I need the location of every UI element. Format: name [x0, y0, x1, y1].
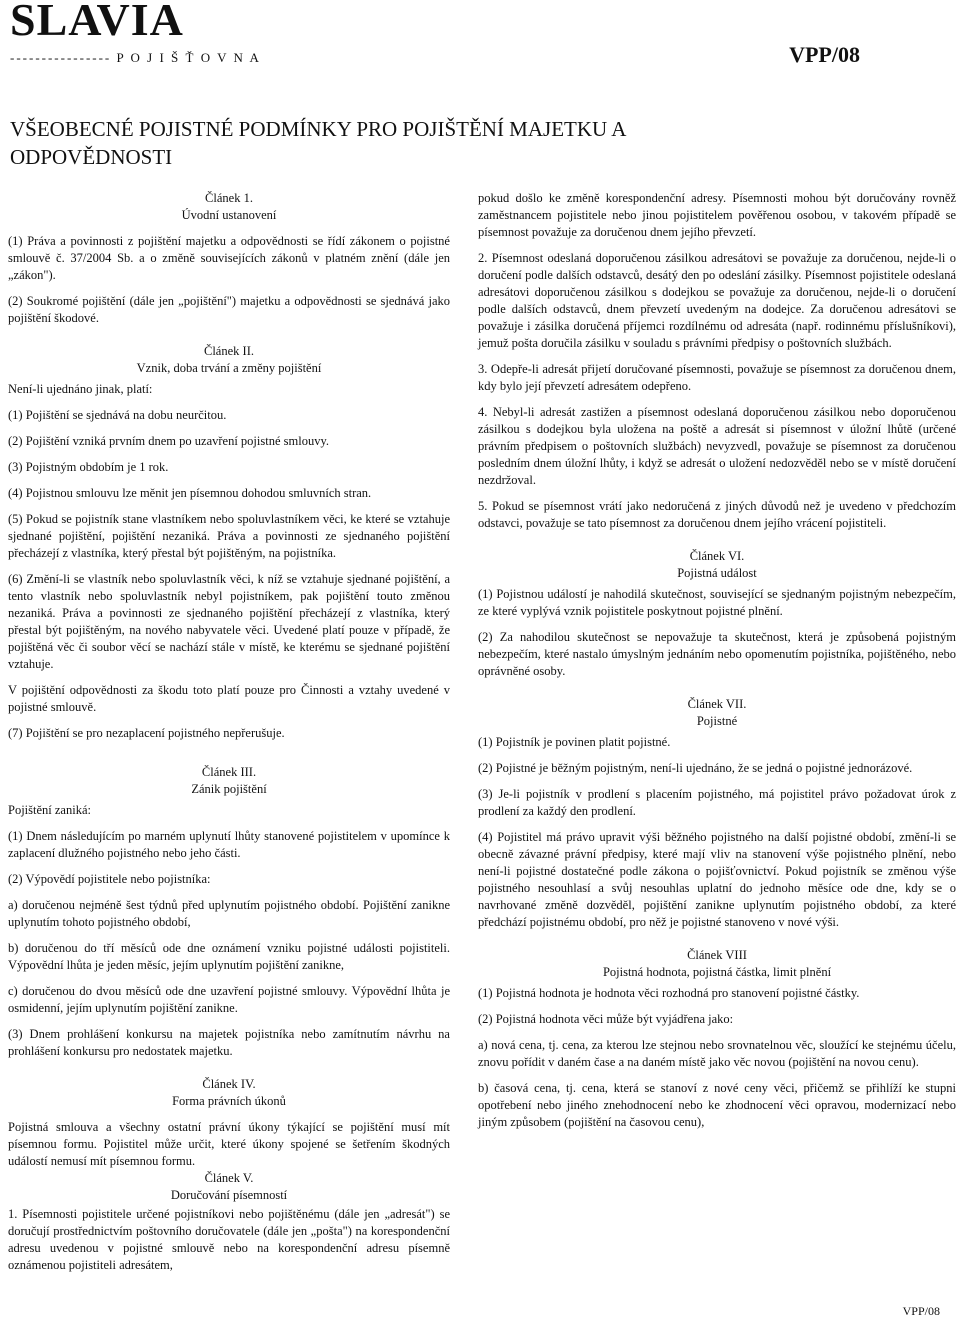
- article-4-heading: Článek IV.: [202, 1077, 256, 1091]
- paragraph: (2) Výpovědí pojistitele nebo pojistníka:: [8, 872, 211, 886]
- paragraph: (2) Za nahodilou skutečnost se nepovažuje ta skutečnost, která je způsobená pojistným nebezpečím, které nastalo úmyslným jednáním nebo opomenutím pojistníka, pojištěného, nebo oprávněné osoby.: [478, 630, 956, 678]
- article-7-title: Pojistné: [696, 714, 738, 728]
- paragraph: (2) Pojistná hodnota věci může být vyjádřena jako:: [478, 1012, 734, 1026]
- paragraph: (3) Dnem prohlášení konkursu na majetek pojistníka nebo zamítnutím návrhu na prohlášení konkursu pro nedostatek majetku.: [8, 1027, 450, 1058]
- paragraph: b) časová cena, tj. cena, která se stanoví z nové ceny věci, přičemž se přihlíží ke stupni opotřebení nebo jiného znehodnocení nebo ke zhodnocení věci opravou, modernizací nebo jiným způsobem (pojištění na časovou cenu),: [478, 1081, 956, 1129]
- article-8-heading: Článek VIII: [687, 948, 747, 962]
- article-4-title: Forma právních úkonů: [172, 1094, 286, 1108]
- paragraph: 4. Nebyl-li adresát zastižen a písemnost odeslaná doporučenou zásilkou nebo doporučenou zásilkou s dodejkou byla uložena na poště a adresát si písemnost v úložní lhůtě (určené právním předpisem o poštovních službách) nevyzvedl, považuje se písemnost za doručenou posledním dnem úložní lhůty, i když se adresát o uložení nedozvěděl nebo se v místě doručení nezdržoval.: [478, 405, 956, 487]
- paragraph: 3. Odepře-li adresát přijetí doručované písemnosti, považuje se písemnost za doručenou dnem, kdy bylo její převzetí adresátem odepřeno.: [478, 362, 956, 393]
- article-5-title: Doručování písemností: [170, 1188, 288, 1202]
- paragraph: (6) Změní-li se vlastník nebo spoluvlastník věci, k níž se vztahuje sjednané pojištění, a tento vlastník nebo spoluvlastník nebyl pojistníkem, pak pojištění touto změnou nezaniká. Práva a povinnosti ze sjednaného pojištění přecházejí z vlastníka, který přestal být pojištěným, na nového nabyvatele věci. Uvedené platí pouze v případě, že pojištěná věc či soubor věcí se nachází stále v místě, ke kterému se sjednané pojištění vztahuje.: [8, 572, 450, 671]
- paragraph: pokud došlo ke změně korespondenční adresy. Písemnosti mohou být doručovány rovněž zaměstnancem pojistitele nebo jinou pojistitelem pověřenou osobou, v takovém případě se písemnost považuje za doručenou dnem jejího převzetí.: [478, 191, 956, 239]
- right-column: [478, 190, 956, 1140]
- article-3-title: Zánik pojištění: [191, 782, 267, 796]
- paragraph: (7) Pojištění se pro nezaplacení pojistného nepřerušuje.: [8, 726, 285, 740]
- paragraph: Není-li ujednáno jinak, platí:: [8, 382, 153, 396]
- paragraph: (1) Práva a povinnosti z pojištění majetku a odpovědnosti se řídí zákonem o pojistné smlouvě č. 37/2004 Sb. a o změně souvisejících zákonů v platném znění (dále jen „zákon").: [8, 234, 450, 282]
- article-6-heading: Článek VI.: [689, 549, 745, 563]
- article-2-title: Vznik, doba trvání a změny pojištění: [136, 361, 322, 375]
- paragraph: (1) Pojistná hodnota je hodnota věci rozhodná pro stanovení pojistné částky.: [478, 986, 860, 1000]
- paragraph: c) doručenou do dvou měsíců ode dne uzavření pojistné smlouvy. Výpovědní lhůta je osmidenní, jejím uplynutím pojištění zanikne.: [8, 984, 450, 1015]
- paragraph: Pojistná smlouva a všechny ostatní právní úkony týkající se pojištění musí mít písemnou formu. Pojistitel může určit, které úkony spojené se šetřením škodných událostí nemusí mít písemnou formu.: [8, 1120, 450, 1168]
- paragraph: 5. Pokud se písemnost vrátí jako nedoručená z jiných důvodů než je uvedeno v předchozím odstavci, považuje se tato písemnost za doručenou dnem jejího vrácení pojistiteli.: [478, 499, 956, 530]
- paragraph: (2) Pojištění vzniká prvním dnem po uzavření pojistné smlouvy.: [8, 434, 330, 448]
- paragraph: (4) Pojistnou smlouvu lze měnit jen písemnou dohodou smluvních stran.: [8, 486, 372, 500]
- article-8-title: Pojistná hodnota, pojistná částka, limit plnění: [602, 965, 832, 979]
- paragraph: (3) Pojistným obdobím je 1 rok.: [8, 460, 169, 474]
- paragraph: Pojištění zaniká:: [8, 803, 91, 817]
- article-1-title: Úvodní ustanovení: [181, 208, 277, 222]
- paragraph: (1) Pojistnou událostí je nahodilá skutečnost, související se sjednaným pojistným nebezpečím, ze které vyplývá vznik pojistitele poskytnout pojistné plnění.: [478, 587, 956, 618]
- document-code: VPP/08: [789, 42, 860, 67]
- paragraph: a) nová cena, tj. cena, za kterou lze stejnou nebo srovnatelnou věc, sloužící ke stejnému účelu, znovu pořídit v daném čase a na daném místě jako věc novou (pojištění na novou cenu).: [478, 1038, 956, 1069]
- left-column: [8, 190, 450, 1283]
- paragraph: (5) Pokud se pojistník stane vlastníkem nebo spoluvlastníkem věci, ke které se vztahuje sjednané pojištění, pojištění nezaniká. Práva a povinnosti ze sjednaného pojištění přecházejí z vlastníka, který přestal být pojištěným, na pojistníka.: [8, 512, 450, 560]
- paragraph: (2) Soukromé pojištění (dále jen „pojištění") majetku a odpovědnosti se sjednává jako pojištění škodové.: [8, 294, 450, 325]
- paragraph: (4) Pojistitel má právo upravit výši běžného pojistného na další pojistné období, změní-li se obecně závazné právní předpisy, které mají vliv na stanovení výše pojistného plnění, nebo není-li pojistné dostatečné podle zákona o pojišťovnictví. Pokud pojistník se změnou výše pojistného nesouhlasí a svůj nesouhlas uplatní do jednoho měsíce ode dne, kdy se o navrhované změně dozvěděl, pojištění zanikne uplynutím pojistného období, za které předchází pojistnému období, pro něž je pojistné stanoveno v nové výši.: [478, 830, 956, 929]
- paragraph: (2) Pojistné je běžným pojistným, není-li ujednáno, že se jedná o pojistné jednorázové.: [478, 761, 913, 775]
- paragraph: (1) Dnem následujícím po marném uplynutí lhůty stanovené pojistitelem v upomínce k zaplacení dlužného pojistného nebo jeho části.: [8, 829, 450, 860]
- paragraph: 1. Písemnosti pojistitele určené pojistníkovi nebo pojištěnému (dále jen „adresát") se doručují prostřednictvím poštovního doručovatele (dále jen „pošta") na korespondenční adresu uvedenou v pojistné smlouvě nebo na korespondenční adresu písemně oznámenou pojistiteli adresátem,: [8, 1207, 450, 1272]
- company-logo: SLAVIA: [10, 0, 184, 45]
- paragraph: b) doručenou do tří měsíců ode dne oznámení vzniku pojistné události pojistiteli. Výpovědní lhůta je jeden měsíc, jejím uplynutím pojištění zanikne,: [8, 941, 450, 972]
- article-2-heading: Článek II.: [204, 344, 254, 358]
- article-1-heading: Článek 1.: [205, 191, 253, 205]
- article-7-heading: Článek VII.: [687, 697, 747, 711]
- company-subtitle: ---------------- P O J I Š Ť O V N A: [10, 50, 261, 65]
- paragraph: (3) Je-li pojistník v prodlení s placením pojistného, má pojistitel právo požadovat úrok z prodlení za každý den prodlení.: [478, 787, 956, 818]
- article-6-title: Pojistná událost: [677, 566, 757, 580]
- article-5-heading: Článek V.: [204, 1171, 254, 1185]
- document-title: VŠEOBECNÉ POJISTNÉ PODMÍNKY PRO POJIŠTĚNÍ MAJETKU A ODPOVĚDNOSTI: [10, 117, 626, 169]
- paragraph: a) doručenou nejméně šest týdnů před uplynutím pojistného období. Pojištění zanikne uplynutím tohoto pojistného období,: [8, 898, 450, 929]
- article-3-heading: Článek III.: [201, 765, 257, 779]
- paragraph: V pojištění odpovědnosti za škodu toto platí pouze pro Činnosti a vztahy uvedené v pojistné smlouvě.: [8, 683, 450, 714]
- paragraph: 2. Písemnost odeslaná doporučenou zásilkou adresátovi se považuje za doručenou, nejde-li o doručení podle dalších odstavců, desátý den po odeslání zásilky. Písemnost pojistitele odeslaná adresátovi doporučenou zásilkou s dodejkou se považuje za doručenou, nejde-li o doručení podle dalších odstavců, dnem převzetí uvedeným na dodejce. Za doručenou adresátovi se považuje i zásilka doručená příjemci rozdílnému od adresáta (např. rodinnému příslušníkovi), jemuž pošta doručila zásilku v souladu s právními předpisy o poštovních službách.: [478, 251, 956, 350]
- paragraph: (1) Pojištění se sjednává na dobu neurčitou.: [8, 408, 227, 422]
- paragraph: (1) Pojistník je povinen platit pojistné.: [478, 735, 671, 749]
- footer-code: VPP/08: [902, 1304, 940, 1318]
